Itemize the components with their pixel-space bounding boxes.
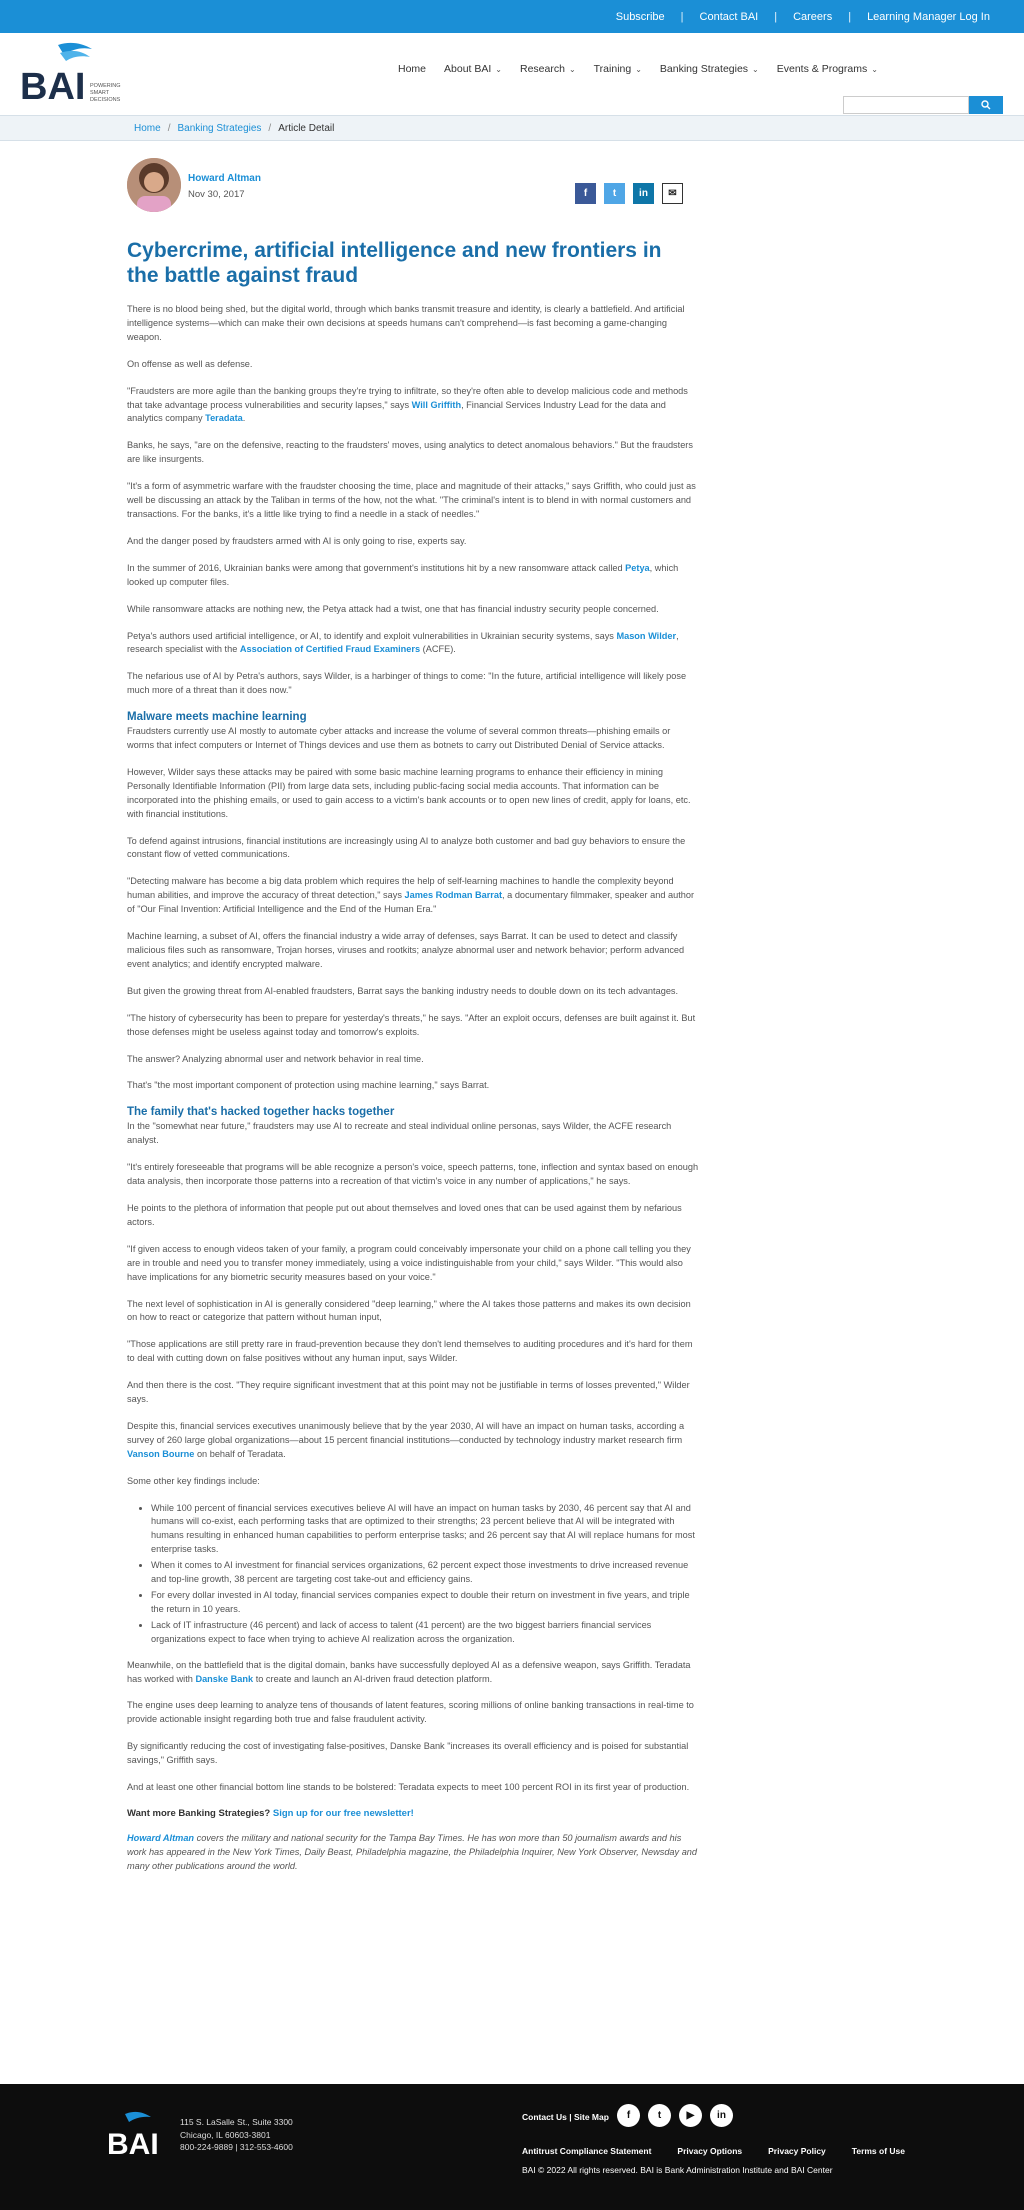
search-input[interactable] [843,96,969,114]
facebook-share-icon[interactable]: f [575,183,596,204]
youtube-icon[interactable]: ▶ [679,2104,702,2127]
paragraph: By significantly reducing the cost of investigating false-positives, Danske Bank "increases its overall efficiency and is poised for substantial savings," Griffith says. [127,1741,689,1766]
nav-about-bai[interactable] [444,61,502,77]
article-title: Cybercrime, artificial intelligence and new frontiers in the battle against fraud [127,239,662,287]
address-line: Chicago, IL 60603-3801 [180,2129,271,2140]
linkedin-icon[interactable]: in [710,2104,733,2127]
newsletter-cta [127,1808,699,1819]
chevron-down-icon: ⌄ [568,64,576,74]
text: , research specialist with the [127,630,679,655]
share-buttons [575,183,683,204]
paragraph: There is no blood being shed, but the digital world, through which banks transmit treasure and identity, is clearly a battlefield. And artificial intelligence systems—which can make their own decisions at speeds humans can't comprehend—is fast becoming a game-changing weapon. [127,304,685,342]
bai-logo[interactable] [20,41,130,107]
cta-text: Want more Banking Strategies? [127,1807,271,1819]
paragraph: The engine uses deep learning to analyze tens of thousands of latent features, scoring millions of online banking transactions in real-time to provide actionable insight regarding both true and false fraudulent activity. [127,1700,694,1725]
paragraph: And the danger posed by fraudsters armed with AI is only going to rise, experts say. [127,535,467,546]
nav-label: Home [398,63,427,75]
paragraph: To defend against intrusions, financial institutions are increasingly using AI to analyze both customer and bad guy behaviors to ensure the constant flow of vetted communications. [127,835,686,860]
footer-social-icons [617,2104,733,2127]
text: , a documentary filmmaker, speaker and author of "Our Final Invention: Artificial Intelligence and the End of the Human Era." [127,890,695,915]
bio-text: covers the military and national security for the Tampa Bay Times. He has won more than 50 journalism awards and his work has appeared in the New York Times, Daily Beast, Philadelphia magazine, the Philadelphia Inquirer, New York Observer, Newsday and many other publications around the world. [127,1832,698,1871]
chevron-down-icon: ⌄ [635,64,642,74]
footer-legal-links [522,2146,931,2156]
svg-text:DECISIONS: DECISIONS [90,97,121,103]
nav-label: Banking Strategies [659,63,749,75]
nav-training[interactable] [594,61,642,77]
author-bio-link[interactable]: Howard Altman [127,1832,195,1843]
careers-link[interactable]: Careers [793,10,833,23]
breadcrumb [0,115,1024,141]
paragraph: While ransomware attacks are nothing new, the Petya attack had a twist, one that has financial industry security people concerned. [127,603,659,614]
list-item: • While 100 percent of financial services executives believe AI will have an impact on human tasks by 2030, 46 percent say that AI and humans will co-exist, each performing tasks that are optimized to their strengths; 23 percent believe that AI will be integrated with humans resulting in enhanced human capabilities to perform enterprise tasks; and 26 percent say that AI will replace humans for most enterprise tasks. [151,1502,699,1558]
chevron-down-icon: ⌄ [752,64,759,74]
paragraph: The next level of sophistication in AI is generally considered "deep learning," where the AI takes those patterns and makes its own decision on how to react or categorize that pattern without human input, [127,1298,691,1323]
address-line: 115 S. LaSalle St., Suite 3300 [180,2117,293,2127]
paragraph: And at least one other financial bottom line stands to be bolstered: Teradata expects to meet 100 percent ROI in its first year of production. [127,1782,690,1793]
author-name[interactable]: Howard Altman [188,173,261,184]
paragraph: That's "the most important component of protection using machine learning," says Barrat. [127,1080,490,1091]
paragraph: In the "somewhat near future," fraudsters may use AI to recreate and steal individual online personas, says Wilder, the ACFE research analyst. [127,1121,672,1146]
nav-label: Events & Programs [776,63,868,75]
terms-of-use-link[interactable]: Terms of Use [851,2146,906,2156]
james-rodman-barrat-link[interactable]: James Rodman Barrat [404,890,503,901]
main-nav [398,61,896,77]
paragraph: "Those applications are still pretty rare in fraud-prevention because they don't lend themselves to auditing procedures and it's hard for them to deal with cutting down on false positives without any human input, says Wilder. [127,1339,693,1364]
text: . [242,413,246,424]
paragraph: Machine learning, a subset of AI, offers the financial industry a wide array of defenses, says Barrat. It can be used to detect and classify malicious files such as ransomware, Trojan horses, viruses and rootkits; analyze abnormal user and network behavior; perform advanced event analytics; and identify encrypted malware. [127,931,685,969]
nav-home[interactable] [398,61,426,77]
breadcrumb-current: Article Detail [278,122,335,134]
svg-text:POWERING: POWERING [90,83,121,89]
footer-logo[interactable] [107,2108,167,2163]
breadcrumb-separator: / [167,122,171,134]
paragraph: "If given access to enough videos taken of your family, a program could conceivably impersonate your child on a phone call telling you they are in trouble and need you to transfer money immediately, using a voice indistinguishable from your child," says Wilder. "This would also have implications for any biometric security measures based on your voice." [127,1243,691,1282]
text: Meanwhile, on the battlefield that is the digital domain, banks have successfully deployed AI as a defensive weapon, says Griffith. Teradata has worked with [127,1659,691,1684]
paragraph: Banks, he says, "are on the defensive, reacting to the fraudsters' moves, using analytics to detect anomalous behaviors." But the fraudsters are like insurgents. [127,440,693,465]
nav-label: Training [593,63,632,75]
author-photo [127,158,181,212]
text: Despite this, financial services executives unanimously believe that by the year 2030, AI will have an impact on human tasks, according a survey of 260 large global organizations—about 15 percent financial institutions—conducted by technology industry market research firm [127,1420,685,1445]
text: , Financial Services Industry Lead for the data and analytics company [127,399,666,424]
twitter-icon[interactable]: t [648,2104,671,2127]
paragraph: The nefarious use of AI by Petra's authors, says Wilder, is a harbinger of things to come: "In the future, artificial intelligence will likely pose much more of a threat than it does now." [127,671,687,696]
linkedin-share-icon[interactable]: in [633,183,654,204]
chevron-down-icon: ⌄ [871,64,878,74]
phone-numbers: 800-224-9889 | 312-553-4600 [180,2142,293,2152]
paragraph: On offense as well as defense. [127,358,253,369]
text: on behalf of Teradata. [194,1448,286,1459]
paragraph [127,1420,699,1462]
breadcrumb-banking-strategies[interactable]: Banking Strategies [177,122,262,134]
paragraph: He points to the plethora of information that people put out about themselves and loved ones that can be used against them by nefarious actors. [127,1202,682,1227]
search-icon [981,100,991,110]
section-heading: The family that's hacked together hacks together [127,1106,395,1119]
separator: | [680,10,684,23]
paragraph: But given the growing threat from AI-enabled fraudsters, Barrat says the banking industry needs to double down on its tech advantages. [127,985,679,996]
mason-wilder-link[interactable]: Mason Wilder [616,630,677,641]
author-bio [127,1832,699,1874]
privacy-options-link[interactable]: Privacy Options [677,2146,743,2156]
text: "Detecting malware has become a big data problem which requires the help of self-learning machines to handle the complexity beyond human abilities, and improve the accuracy of threat detection," says [127,876,674,901]
paragraph [127,385,699,427]
will-griffith-link[interactable]: Will Griffith [411,399,462,410]
paragraph: "It's entirely foreseeable that programs will be able recognize a person's voice, speech patterns, tone, inflection and syntax based on enough data analysis, then incorporate those patterns into a recreation of that victim's voice in any number of applications," he says. [127,1162,699,1187]
text: In the summer of 2016, Ukrainian banks were among that government's institutions hit by a new ransomware attack called [127,562,626,573]
nav-research[interactable] [520,61,576,77]
nav-label: Research [520,63,565,75]
list-item: • When it comes to AI investment for financial services organizations, 62 percent expect those investments to drive increased revenue and top-line growth, 38 percent are targeting cost take-out and efficiency gains. [151,1559,699,1587]
newsletter-signup-link[interactable]: Sign up for our free newsletter! [272,1807,414,1819]
paragraph [127,562,699,590]
twitter-share-icon[interactable]: t [604,183,625,204]
subscribe-link[interactable]: Subscribe [615,10,665,23]
paragraph: And then there is the cost. "They require significant investment that at this point may not be justifiable in terms of losses prevented," Wilder says. [127,1380,690,1405]
breadcrumb-separator: / [268,122,272,134]
paragraph: "The history of cybersecurity has been to prepare for yesterday's threats," he says. "After an exploit occurs, defenses are built against it. But those defenses might be useless against today and tomorrow's exploits. [127,1012,696,1037]
nav-events-programs[interactable] [777,61,878,77]
antitrust-link[interactable]: Antitrust Compliance Statement [522,2146,652,2156]
svg-text:BAI: BAI [20,66,86,107]
author-avatar [127,158,181,212]
contact-bai-link[interactable]: Contact BAI [699,10,759,23]
paragraph: However, Wilder says these attacks may be paired with some basic machine learning programs to enhance their efficiency in mining Personally Identifiable Information (PII) from large data sets, including public-facing social media accounts. That information can be incorporated into the phishing emails, or used to gain access to a victim's bank accounts or to open new lines of credit, apply for loans, etc. with financial institutions. [127,766,691,819]
text: (ACFE). [420,644,456,655]
paragraph [127,1659,699,1687]
privacy-policy-link[interactable]: Privacy Policy [768,2146,826,2156]
svg-text:SMART: SMART [90,90,110,96]
bai-logo-mark [20,41,130,107]
text: , which looked up computer files. [127,562,679,587]
nav-label: About BAI [444,63,492,75]
separator: | [774,10,778,23]
learning-manager-login-link[interactable]: Learning Manager Log In [867,10,990,23]
text: "Fraudsters are more agile than the banking groups they're trying to infiltrate, so they're often able to develop malicious code and methods that take advantage process vulnerabilities and security lapses," says [127,385,688,410]
byline [127,158,699,213]
paragraph [127,630,699,658]
email-share-icon[interactable]: ✉ [662,183,683,204]
list-item: • For every dollar invested in AI today, financial services companies expect to double their return on investment in five years, and triple the return in 10 years. [151,1589,699,1617]
paragraph: "It's a form of asymmetric warfare with the fraudster choosing the time, place and magnitude of their attacks," says Griffith, who could just as well be discussing an attack by the Taliban in terms of the how, not the what. "The criminal's intent is to blend in with normal customers and transactions. For the banks, it's a little like trying to find a needle in a stack of needles." [127,481,696,519]
footer-logo-mark [107,2108,167,2158]
facebook-icon[interactable]: f [617,2104,640,2127]
paragraph: The answer? Analyzing abnormal user and network behavior in real time. [127,1053,424,1064]
publish-date: Nov 30, 2017 [188,189,245,200]
nav-banking-strategies[interactable] [660,61,759,77]
footer-address [180,2116,293,2154]
search-button[interactable] [969,96,1003,114]
copyright: BAI © 2022 All rights reserved. BAI is Bank Administration Institute and BAI Center [522,2165,833,2175]
footer-contact-sitemap[interactable]: Contact Us | Site Map [522,2112,609,2122]
article [127,141,699,1874]
site-header [0,33,1024,115]
petya-link[interactable]: Petya [625,562,650,573]
breadcrumb-home[interactable]: Home [134,122,161,134]
teradata-link[interactable]: Teradata [205,413,243,424]
article-body [127,303,699,1874]
paragraph: Fraudsters currently use AI mostly to automate cyber attacks and increase the volume of several common threats—phishing emails or worms that infect computers or Internet of Things devices and use them as botnets to carry out Distributed Denial of Service attacks. [127,726,671,751]
site-footer [0,2084,1024,2210]
vanson-bourne-link[interactable]: Vanson Bourne [127,1448,195,1459]
text: to create and launch an AI-driven fraud detection platform. [253,1673,493,1684]
paragraph [127,875,699,917]
svg-text:BAI: BAI [107,2128,159,2158]
danske-bank-link[interactable]: Danske Bank [195,1673,254,1684]
key-findings-list [151,1502,699,1647]
paragraph: Some other key findings include: [127,1475,260,1486]
text: Petya's authors used artificial intelligence, or AI, to identify and exploit vulnerabilities in Ukrainian security systems, says [127,630,617,641]
utility-bar [0,0,1024,33]
separator: | [848,10,852,23]
acfe-link[interactable]: Association of Certified Fraud Examiners [239,644,421,655]
section-heading: Malware meets machine learning [127,711,307,724]
chevron-down-icon: ⌄ [495,64,502,74]
list-item: • Lack of IT infrastructure (46 percent) and lack of access to talent (41 percent) are the two biggest barriers financial services organizations expect to face when trying to achieve AI realization across the organization. [151,1619,699,1647]
